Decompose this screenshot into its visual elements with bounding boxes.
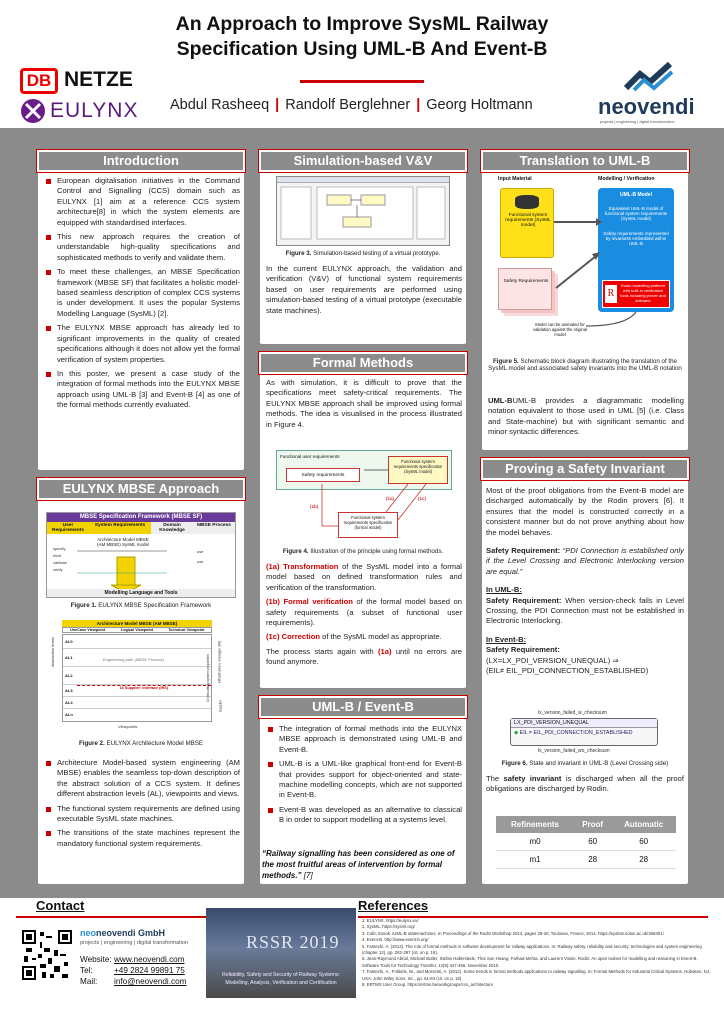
fig6-transition-bottom: lx_version_failed_wo_checksum	[538, 748, 610, 754]
fig5-col-input: Input Material	[498, 176, 532, 182]
phone-link[interactable]: +49 2824 99891 75	[114, 966, 185, 975]
fig5-col-modelling: Modelling / Verification	[598, 176, 655, 182]
intro-bullet: European digitalisation initiatives in the Command Control and Signalling (CCS) domain such as EULYNX [1] aim at a reference CCS system architecture[8] in which the system elements are equipped with standardised interfaces.	[44, 176, 240, 228]
fig2-right-label: Supplier	[218, 699, 223, 713]
table-cell: 28	[611, 851, 676, 869]
invariant-note: The safety invariant is discharged when all the proof obligations are discharged by Rodin.	[486, 774, 684, 794]
title-underline	[300, 80, 424, 83]
contact-details: Website: www.neovendi.com Tel: +49 2824 99891 75 Mail: info@neovendi.com	[80, 955, 187, 986]
neovendi-chart-icon	[624, 62, 674, 92]
fig2-right-labels	[206, 640, 232, 720]
fig1-step: verify	[53, 567, 63, 572]
umlb-req-text: When version-check fails in Level Crossing, the PDI Connection must not be established in Electronic Interlocking.	[486, 595, 684, 626]
rodin-icon: R	[605, 285, 617, 303]
intro-bullet: This new approach requires the creation of understandable high-quality specifications and sophisticated methods to verify and validate them.	[44, 232, 240, 263]
mbse-panel	[38, 478, 244, 884]
fig5-umlb-text-2: Safety requirements represented by invariants embedded within UML-B	[603, 231, 669, 246]
umlb-bullet: UML-B is a UML-like graphical front-end for Event-B that provides support for object-oriented and state-machine modelling concepts, which are not supported in Event-B.	[266, 759, 462, 801]
eulynx-icon	[20, 98, 46, 124]
figure-4	[276, 448, 452, 544]
fig1-col-user: User Requirements	[47, 522, 89, 534]
table-header: Proof	[574, 816, 611, 833]
fig4-box-formal: Functional system requirements specification (formal model)	[338, 512, 398, 538]
step-1c-label: (1c) Correction	[266, 632, 321, 642]
in-eventb-heading: In Event-B:	[486, 634, 527, 644]
author-1: Abdul Rasheeq	[170, 97, 270, 113]
authors: Abdul Rasheeq | Randolf Berglehner | Georg Holtmann	[170, 97, 533, 113]
fig5-functional-label: Functional system requirements (SysML model)	[505, 213, 551, 228]
fig4-box-sysml: Functional system requirements specification (SysML model)	[388, 456, 448, 484]
reference-item: 5. Fantechi, A. (2013). The role of formal methods in software development for railway applications. In: Railway safety, reliability and security: technologies and system engineering (chapter 12), pp. 282-297 (cit. on p. 18).	[362, 943, 702, 956]
fig1-model-label: Architecture Model MBSE (AM MBSE) SysML model	[96, 537, 150, 547]
fig4-label-1b: (1b)	[310, 504, 319, 509]
fig4-label-1a: (1a)	[386, 496, 395, 501]
fig2-bottom-label: Viewpoints	[118, 724, 138, 729]
invariant-icon: ◆	[514, 730, 520, 736]
fig2-row: AL4	[63, 697, 211, 709]
fig2-right-label: Infrastructure manager (IM)	[217, 640, 222, 684]
umlb-bullets	[266, 724, 462, 830]
fig2-row: AL0	[63, 635, 211, 649]
fig1-footer: Modelling Language and Tools	[47, 589, 235, 597]
title-line-2: Specification Using UML-B And Event-B	[176, 38, 548, 60]
table-header: Automatic	[611, 816, 676, 833]
netze-logo-text: NETZE	[64, 68, 133, 91]
rssr-subtitle-2: Modelling, Analysis, Verification and Certification	[225, 980, 337, 986]
table-cell: 28	[574, 851, 611, 869]
fig2-grid	[62, 634, 212, 722]
intro-bullets	[44, 176, 240, 415]
contact-heading: Contact	[36, 898, 85, 913]
translation-heading: Translation to UML-B	[481, 150, 689, 172]
translation-panel	[482, 150, 688, 450]
umlb-req-label: Safety Requirement:	[486, 595, 562, 605]
fig2-row: AL2	[63, 667, 211, 685]
fig2-col: Technical Viewpoint	[168, 628, 205, 632]
qr-code	[20, 928, 74, 982]
fig2-left-label: Abstraction levels	[51, 637, 55, 667]
intro-bullet: The EULYNX MBSE approach has already led to significant improvements in the quality of created specifications although it does not allow yet the formal verification of system properties.	[44, 323, 240, 365]
translation-text: UML-BUML-B provides a diagrammatic modelling notation equivalent to those used in UML [5] (i.e. Class and State-machine) but with significant semantic and minor syntactic differences.	[488, 396, 684, 437]
neovendi-logo	[596, 62, 706, 126]
reference-item: 8. ERTMS User Group. https://ertms.be/workgroups/ccs_architecture	[362, 982, 494, 988]
table-cell: m1	[496, 851, 574, 869]
eventb-req-label: Safety Requirement:	[486, 645, 560, 655]
reference-item: 6. Jean-Raymond Abrial, Michael Butler, Stefan Hallerstede, Thai Son Hoang, Farhad Mehta, and Laurent Voisin. Rodin: An open toolset for modelling and reasoning in Event-B. Software Tools for Technology Transfer, 12(6):447-466, November 2010.	[362, 956, 698, 968]
fig1-col-domain: Domain Knowledge	[151, 522, 193, 534]
reference-item: 1. EULYNX. https://eulynx.eu/	[362, 918, 419, 923]
eventb-formula-1: (LX=LX_PDI_VERSION_UNEQUAL) ⇒	[486, 655, 619, 665]
fig2-col: UseCase Viewpoint	[70, 628, 106, 632]
table-cell: 60	[611, 833, 676, 851]
figure-3-screenshot	[276, 176, 450, 246]
fig6-state-name: LX_PDI_VERSION_UNEQUAL	[511, 719, 657, 728]
email-link[interactable]: info@neovendi.com	[114, 977, 187, 986]
fig1-col-process: MBSE Process	[193, 522, 235, 534]
fig5-umlb-title: UML-B Model	[620, 192, 652, 198]
fig2-row: AL1	[63, 649, 211, 667]
step-1a-label: (1a) Transformation	[266, 562, 339, 571]
rssr-banner	[206, 908, 356, 998]
simulation-text: In the current EULYNX approach, the validation and verification (V&V) of functional system requirements based on user requirements are performed using simulation-based testing of a virtual prototype (executable state machines).	[266, 264, 462, 315]
mbse-bullet: Architecture Model-based system engineering (AM MBSE) enables the seamless top-down description of the abstract solution of a CCS system. It defines different abstraction levels (AL), viewpoints and views.	[44, 758, 240, 800]
fig2-caption: Figure 2. EULYNX Architecture Model MBSE	[78, 740, 204, 747]
fig1-step: specify	[53, 546, 66, 551]
eventb-formula-2: (EIL≠ EIL_PDI_CONNECTION_ESTABLISHED)	[486, 666, 649, 676]
company-tagline: projects | engineering | digital transformation	[80, 940, 189, 946]
author-3: Georg Holtmann	[426, 97, 533, 113]
neovendi-text: neovendi	[598, 94, 695, 119]
quote-text: “Railway signalling has been considered as one of the most fruitful areas of intervention by formal methods.”	[262, 849, 455, 880]
company-name: neoneovendi GmbH	[80, 928, 166, 938]
step-1b-label: (1b) Formal verification	[266, 597, 353, 607]
umlb-bullet: Event-B was developed as an alternative to classical B in order to support modelling at a systems level.	[266, 805, 462, 826]
umlb-bullet: The integration of formal methods into the EULYNX MBSE approach is demonstrated using UML-B and Event-B.	[266, 724, 462, 755]
safety-req-label: Safety Requirement:	[486, 546, 561, 556]
simulation-panel	[260, 150, 466, 344]
intro-bullet: In this poster, we present a case study of the integration of formal methods into the EULYNX MBSE approach using UML-B [3] and Event-B [4] as one of the formal methods currently evaluated.	[44, 369, 240, 411]
table-cell: 60	[574, 833, 611, 851]
company-brand: neo	[80, 928, 97, 938]
reference-item: 4. Event-B. http://www.event-b.org/	[362, 937, 429, 943]
step-1a-text: of the SysML model into a formal model based on defined transformation rules and verification of the transformation.	[266, 562, 462, 592]
neovendi-tagline: projects | engineering | digital transformation	[600, 120, 675, 124]
fig6-transition-top: lx_version_failed_w_checksum	[538, 710, 607, 716]
figure-5	[486, 176, 684, 358]
reference-item: 7. Fantechi, A., Fokkink, W., and Morzenti, A. (2012). Some trends in formal methods applications to railway signalling. In: Formal Methods for Industrial Critical Systems. Hoboken, NJ, USA: John Wiley Sons, Inc., pp. 61-84 (cit. on p. 18).	[362, 969, 711, 981]
restart-text: The process starts again with	[266, 646, 378, 656]
formal-methods-heading: Formal Methods	[259, 352, 467, 374]
table-row	[496, 851, 676, 869]
step-1b-text: of the formal model based on safety requirements (a subset of functional user requirements).	[266, 597, 462, 628]
umlb-eventb-panel	[260, 696, 466, 884]
mbse-bullet: The transitions of the state machines represent the mandatory functional system requirements.	[44, 828, 240, 849]
author-2: Randolf Berglehner	[285, 97, 411, 113]
mbse-bullets	[44, 758, 240, 853]
figure-1	[46, 512, 236, 598]
poster-title	[140, 12, 584, 62]
fig6-caption: Figure 6. State and invariant in UML-B (Level Crossing side)	[501, 760, 669, 767]
table-row	[496, 833, 676, 851]
fig2-interface-label: DI Supplier: Interface (IRS)	[77, 685, 211, 690]
fig4-box-user-req: Functional user requirements	[280, 454, 340, 459]
formal-text: As with simulation, it is difficult to prove that the specifications meet safety-critical requirements. The EULYNX MBSE approach shall be improved using formal methods. The idea is visualised in the process illustrated in Figure 4.	[266, 378, 462, 429]
formal-methods-panel	[260, 352, 466, 688]
fig6-invariant: ◆ EIL ≠ EIL_PDI_CONNECTION_ESTABLISHED	[514, 730, 633, 736]
intro-bullet: To meet these challenges, an MBSE Specification framework (MBSE SF) that facilitates a holistic model-based seamless description of complex CCS systems is under development. It uses the popular Systems Modelling Language (SysML) [2].	[44, 267, 240, 319]
intro-panel	[38, 150, 244, 470]
fig2-col: Logical Viewpoint	[120, 628, 154, 632]
fig1-diagram	[47, 533, 237, 593]
fig1-col-system: System Requirements	[89, 522, 151, 534]
db-netze-eulynx-logo	[20, 66, 152, 126]
umlb-eventb-heading: UML-B / Event-B	[259, 696, 467, 718]
fig5-rodin-label: Rodin modelling platform with built-in verification tools including prover and animator	[620, 283, 666, 303]
fig4-caption: Figure 4. Illustration of the principle using formal methods.	[282, 548, 444, 555]
fig1-step: elicit	[53, 553, 62, 558]
mbse-bullet: The functional system requirements are defined using executable SysML state machines.	[44, 804, 240, 825]
proving-text: Most of the proof obligations from the Event-B model are discharged automatically by the Rodin provers [6]. It ensures that the model is constructed correctly in a consistent manner but do not prove anything about how the model behaves.	[486, 486, 684, 537]
fig5-caption: Figure 5. Schematic block diagram illustrating the translation of the SysML model and associated safety invariants into the UML-B notation	[488, 358, 682, 372]
table-header: Refinements	[496, 816, 574, 833]
fig2-path-label: Engineering path (MBSE Process)	[103, 657, 164, 662]
fig2-right-label: Crosscutting system properties	[206, 653, 211, 703]
step-1c-text: of the SysML model as appropriate.	[320, 632, 442, 642]
reference-item: 2. SysML. https://sysml.org/	[362, 924, 415, 930]
figure-2	[48, 620, 236, 740]
quote-ref: [7]	[301, 871, 313, 880]
fig1-header: MBSE Specification Framework (MBSE SF)	[47, 513, 235, 522]
fig5-umlb-text-1: Equivalent UML-B model of functional system requirements (SysML model)	[604, 206, 668, 221]
fig2-header: Architecture Model MBSE (AM MBSE)	[62, 620, 212, 627]
safety-req-text: “PDI Connection is established only if the Level Crossing and Electronic Interlocking version are equal.”	[486, 546, 684, 576]
fig2-row: AL3	[63, 685, 211, 697]
fig2-row: ALn	[65, 712, 73, 717]
fig5-safety-label: Safety Requirements	[503, 279, 549, 284]
reference-item: 3. Colin Snook. iUML-B statemachines. In Proceedings of the Rodin Workshop 2014, pages 29-30, Toulouse, France, 2014. https://eprints.soton.ac.uk/365301/	[362, 930, 664, 936]
references-heading: References	[358, 898, 429, 913]
in-umlb-heading: In UML-B:	[486, 585, 522, 595]
fig3-caption: Figure 3. Simulation-based testing of a virtual prototype.	[285, 250, 441, 257]
fig1-step: use	[197, 549, 204, 554]
db-logo: DB	[20, 68, 58, 94]
references-list	[362, 918, 714, 988]
proving-content	[486, 486, 684, 677]
formal-steps	[266, 562, 462, 668]
figure-6	[502, 710, 660, 756]
table-cell: m0	[496, 833, 574, 851]
fig5-note: Model can be animated for validation against the original model	[532, 322, 587, 337]
fig1-step: validate	[53, 560, 67, 565]
proving-heading: Proving a Safety Invariant	[481, 458, 689, 480]
fig1-caption: Figure 1. EULYNX MBSE Specification Framework	[70, 602, 212, 609]
refinement-table	[496, 816, 676, 869]
title-line-1: An Approach to Improve SysML Railway	[175, 13, 549, 35]
proving-panel	[482, 458, 688, 884]
fig6-state	[510, 718, 658, 746]
restart-text-end: until no errors are found anymore.	[266, 646, 463, 667]
quote	[262, 848, 464, 881]
fig4-label-1c: (1c)	[418, 496, 427, 501]
rssr-subtitle-1: Reliability, Safety and Security of Railway Systems:	[222, 972, 340, 978]
mbse-heading: EULYNX MBSE Approach	[37, 478, 245, 500]
simulation-heading: Simulation-based V&V	[259, 150, 467, 172]
fig1-step: use	[197, 559, 204, 564]
website-link[interactable]: www.neovendi.com	[114, 955, 185, 964]
rssr-title: RSSR 2019	[246, 932, 340, 952]
fig4-box-safety: Safety requirements	[286, 468, 360, 482]
restart-ref: (1a)	[377, 646, 392, 656]
eulynx-logo-text: EULYNX	[50, 99, 139, 122]
intro-heading: Introduction	[37, 150, 245, 172]
